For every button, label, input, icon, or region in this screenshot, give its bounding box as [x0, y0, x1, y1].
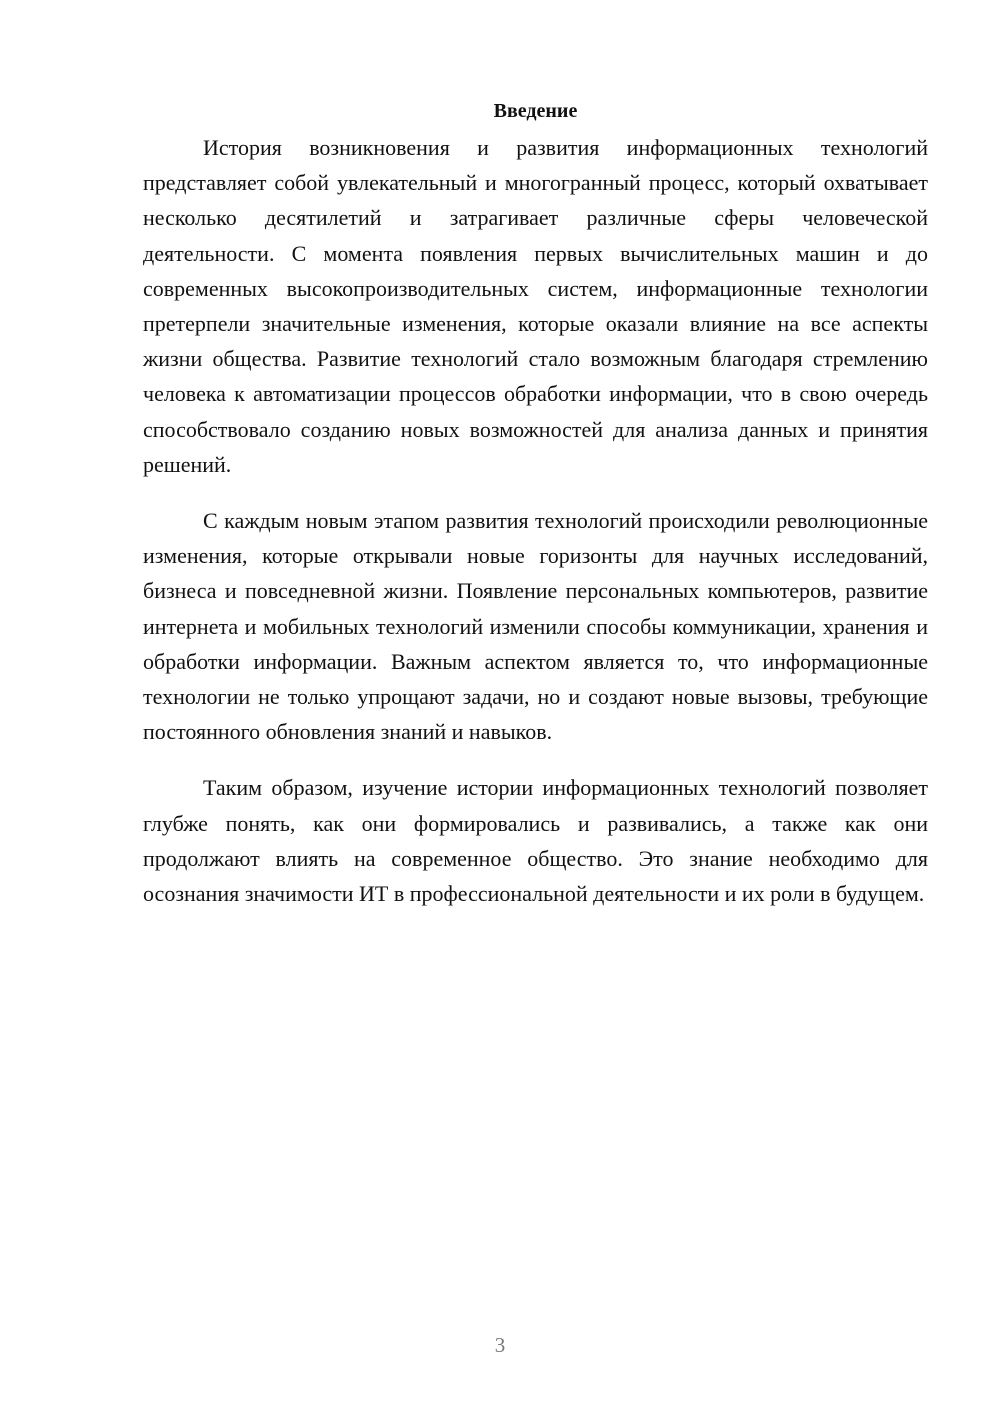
paragraph-2: С каждым новым этапом развития технологий происходили революционные изменения, которые открывали новые горизонты для научных исследований, бизнеса и повседневной жизни. Появление персональных компьютеров, развитие интернета и мобильных технологий изменили способы коммуникации, хранения и обработки информации. Важным аспектом является то, что информационные технологии не только упрощают задачи, но и создают новые вызовы, требующие постоянного обновления знаний и навыков. [143, 508, 928, 745]
page-number: 3 [494, 1333, 506, 1357]
paragraph-3: Таким образом, изучение истории информационных технологий позволяет глубже понять, как они формировались и развивались, а также как они продолжают влиять на современное общество. Это знание необходимо для осознания значимости ИТ в профессиональной деятельности и их роли в будущем. [143, 775, 928, 907]
page-content [143, 96, 928, 911]
paragraph-1: История возникновения и развития информационных технологий представляет собой увлекательный и многогранный процесс, который охватывает несколько десятилетий и затрагивает различные сферы человеческой деятельности. С момента появления первых вычислительных машин и до современных высокопроизводительных систем, информационные технологии претерпели значительные изменения, которые оказали влияние на все аспекты жизни общества. Развитие технологий стало возможным благодаря стремлению человека к автоматизации процессов обработки информации, что в свою очередь способствовало созданию новых возможностей для анализа данных и принятия решений. [143, 135, 928, 477]
section-heading: Введение [493, 100, 578, 122]
